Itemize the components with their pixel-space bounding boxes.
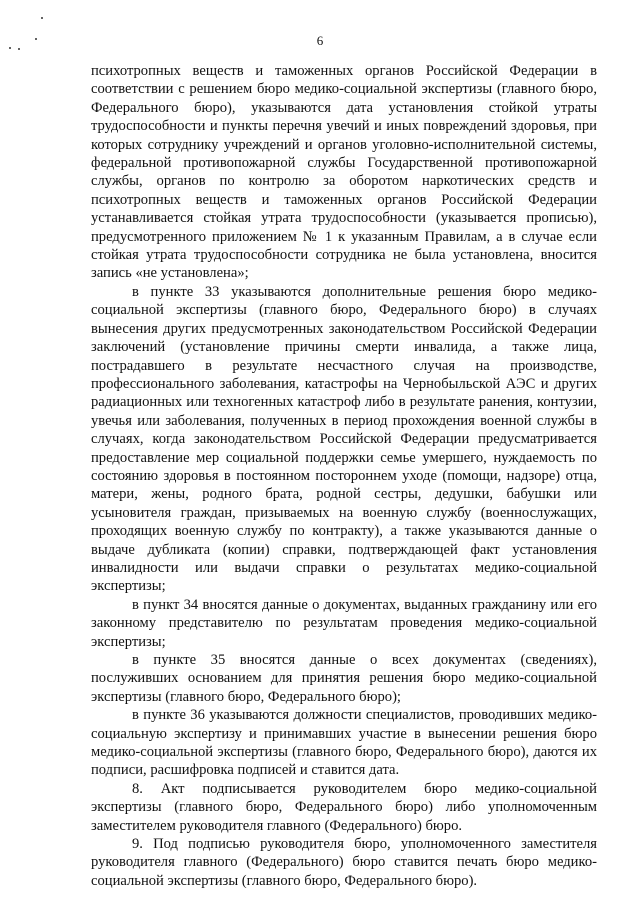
paragraph-section-8: 8. Акт подписывается руководителем бюро медико-социальной экспертизы (главного бюро, Федерального бюро) либо уполномоченным заместителем руководителя главного (Федерального) бюро.: [91, 780, 597, 834]
document-body: [91, 62, 597, 890]
paragraph-item-35: в пункте 35 вносятся данные о всех документах (сведениях), послуживших основанием для принятия решения бюро медико-социальной экспертизы (главного бюро, Федерального бюро);: [91, 652, 597, 705]
paragraph-item-33: в пункте 33 указываются дополнительные решения бюро медико-социальной экспертизы (главного бюро, Федерального бюро) в случаях вынесения других предусмотренных законодательством Российской Федерации заключений (установление причины смерти инвалида, а также лица, пострадавшего в результате несчастного случая на производстве, профессионального заболевания, катастрофы на Чернобыльской АЭС и других радиационных или техногенных катастроф либо в результате ранения, контузии, увечья или заболевания, полученных в период прохождения военной службы в случаях, когда законодательством Российской Федерации предусматривается предоставление мер социальной поддержки семье умершего, нуждаемость по состоянию здоровья в постоянном постороннем уходе (помощи, надзоре) отца, матери, жены, родного брата, родной сестры, дедушки, бабушки или усыновителя граждан, призываемых на военную службу (военнослужащих, проходящих военную службу по контракту), а также указываются данные о выдаче дубликата (копии) справки, подтверждающей факт установления инвалидности или выдачи справки о результатах медико-социальной экспертизы;: [91, 283, 597, 595]
paragraph-item-34: в пункт 34 вносятся данные о документах, выданных гражданину или его законному представителю по результатам проведения медико-социальной экспертизы;: [91, 596, 597, 650]
paragraph-section-9: 9. Под подписью руководителя бюро, уполномоченного заместителя руководителя главного (Федерального) бюро ставится печать бюро медико-социальной экспертизы (главного бюро, Федерального бюро).: [91, 836, 597, 889]
paragraph-item-36: в пункте 36 указываются должности специалистов, проводивших медико-социальную экспертизу и принимавших участие в вынесении решения бюро медико-социальной экспертизы (главного бюро, Федерального бюро), даются их подписи, расшифровка подписей и ставится дата.: [91, 707, 597, 779]
page-number: 6: [316, 33, 324, 48]
scan-speck: [41, 17, 43, 19]
paragraph-continuation: психотропных веществ и таможенных органов Российской Федерации в соответствии с решением бюро медико-социальной экспертизы (главного бюро, Федерального бюро), указываются дата установления стойкой утраты трудоспособности и пункты перечня увечий и иных повреждений здоровья, при которых сотруднику учреждений и органов уголовно-исполнительной системы, федеральной противопожарной службы Государственной противопожарной службы, органов по контролю за оборотом наркотических средств и психотропных веществ и таможенных органов Российской Федерации устанавливается стойкая утрата трудоспособности (указывается прописью), предусмотренного приложением № 1 к указанным Правилам, а в случае если стойкая утрата трудоспособности сотрудника не была установлена, вносится запись «не установлена»;: [91, 63, 597, 282]
